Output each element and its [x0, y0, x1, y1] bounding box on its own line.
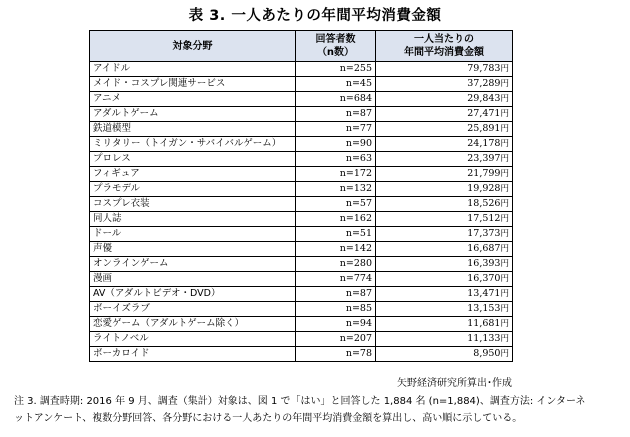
spend-value: 24,178: [467, 138, 501, 149]
table-row: [90, 242, 513, 257]
spend-value: 11,681: [467, 318, 501, 329]
category-cell: メイド・コスプレ関連サービス: [90, 77, 296, 92]
category-cell: ドール: [90, 227, 296, 242]
average-spend-cell: [376, 257, 513, 272]
category-cell: アニメ: [90, 92, 296, 107]
average-spend-cell: [376, 212, 513, 227]
spend-unit: 円: [500, 334, 509, 344]
spend-unit: 円: [500, 274, 509, 284]
category-cell: 漫画: [90, 272, 296, 287]
respondent-count-cell: n=280: [296, 257, 376, 272]
respondent-count-cell: n=90: [296, 137, 376, 152]
respondent-count-cell: n=684: [296, 92, 376, 107]
average-spend-cell: [376, 302, 513, 317]
spend-value: 79,783: [467, 63, 501, 74]
respondent-count-cell: n=255: [296, 62, 376, 77]
spend-unit: 円: [500, 319, 509, 329]
spend-value: 23,397: [467, 153, 501, 164]
table-row: [90, 107, 513, 122]
table-title: 表 3. 一人あたりの年間平均消費金額: [188, 8, 442, 24]
average-spend-cell: [376, 317, 513, 332]
category-cell: AV（アダルトビデオ・DVD）: [90, 287, 296, 302]
respondent-count-cell: n=87: [296, 107, 376, 122]
category-cell: 声優: [90, 242, 296, 257]
table-row: [90, 212, 513, 227]
spend-value: 13,153: [467, 303, 501, 314]
spend-value: 25,891: [467, 123, 501, 134]
spend-value: 37,289: [467, 78, 501, 89]
average-spend-cell: [376, 122, 513, 137]
category-cell: コスプレ衣装: [90, 197, 296, 212]
spend-value: 18,526: [467, 198, 501, 209]
respondent-count-cell: n=207: [296, 332, 376, 347]
spend-unit: 円: [500, 349, 509, 359]
average-spend-cell: [376, 182, 513, 197]
header-respondents-line2: （n数）: [316, 47, 355, 58]
respondent-count-cell: n=77: [296, 122, 376, 137]
table-row: [90, 257, 513, 272]
average-spend-cell: [376, 62, 513, 77]
average-spend-cell: [376, 287, 513, 302]
header-average-spend: [376, 31, 513, 62]
category-cell: アダルトゲーム: [90, 107, 296, 122]
category-cell: 同人誌: [90, 212, 296, 227]
respondent-count-cell: n=132: [296, 182, 376, 197]
header-respondents-line1: 回答者数: [315, 34, 356, 45]
table-row: [90, 92, 513, 107]
spend-unit: 円: [500, 184, 509, 194]
spend-value: 17,512: [467, 213, 501, 224]
category-cell: オンラインゲーム: [90, 257, 296, 272]
spend-value: 21,799: [467, 168, 501, 179]
category-cell: 鉄道模型: [90, 122, 296, 137]
spend-value: 8,950: [473, 348, 501, 359]
average-spend-cell: [376, 332, 513, 347]
average-spend-cell: [376, 77, 513, 92]
category-cell: プロレス: [90, 152, 296, 167]
spend-value: 27,471: [467, 108, 501, 119]
category-cell: ボーカロイド: [90, 347, 296, 362]
spend-value: 13,471: [467, 288, 501, 299]
spend-value: 11,133: [467, 333, 501, 344]
respondent-count-cell: n=94: [296, 317, 376, 332]
respondent-count-cell: n=774: [296, 272, 376, 287]
average-spend-cell: [376, 347, 513, 362]
category-cell: アイドル: [90, 62, 296, 77]
table-row: [90, 332, 513, 347]
respondent-count-cell: n=162: [296, 212, 376, 227]
spend-value: 19,928: [467, 183, 501, 194]
category-cell: プラモデル: [90, 182, 296, 197]
respondent-count-cell: n=51: [296, 227, 376, 242]
respondent-count-cell: n=142: [296, 242, 376, 257]
spending-table: [89, 30, 513, 362]
spend-unit: 円: [500, 289, 509, 299]
respondent-count-cell: n=57: [296, 197, 376, 212]
table-row: [90, 227, 513, 242]
spend-unit: 円: [500, 169, 509, 179]
table-header-row: [90, 31, 513, 62]
table-row: [90, 272, 513, 287]
respondent-count-cell: n=172: [296, 167, 376, 182]
category-cell: 恋愛ゲーム（アダルトゲーム除く）: [90, 317, 296, 332]
footnote-line-2: ットアンケート、複数分野回答、各分野における一人あたりの年間平均消費金額を算出し、高い順に示している。: [14, 413, 523, 424]
spend-unit: 円: [500, 79, 509, 89]
respondent-count-cell: n=78: [296, 347, 376, 362]
average-spend-cell: [376, 227, 513, 242]
spend-unit: 円: [500, 214, 509, 224]
average-spend-cell: [376, 272, 513, 287]
header-category: 対象分野: [90, 31, 296, 62]
spend-value: 16,687: [467, 243, 501, 254]
spend-unit: 円: [500, 94, 509, 104]
table-row: [90, 197, 513, 212]
table-row: [90, 347, 513, 362]
average-spend-cell: [376, 167, 513, 182]
spend-unit: 円: [500, 244, 509, 254]
table-row: [90, 152, 513, 167]
average-spend-cell: [376, 107, 513, 122]
table-row: [90, 167, 513, 182]
respondent-count-cell: n=45: [296, 77, 376, 92]
header-average-spend-line1: 一人当たりの: [414, 34, 474, 45]
respondent-count-cell: n=85: [296, 302, 376, 317]
table-row: [90, 122, 513, 137]
spend-unit: 円: [500, 199, 509, 209]
table-row: [90, 182, 513, 197]
category-cell: ライトノベル: [90, 332, 296, 347]
average-spend-cell: [376, 92, 513, 107]
header-respondents: [296, 31, 376, 62]
spend-unit: 円: [500, 124, 509, 134]
category-cell: ミリタリー（トイガン・サバイバルゲーム）: [90, 137, 296, 152]
spend-value: 16,370: [467, 273, 501, 284]
spend-unit: 円: [500, 304, 509, 314]
table-row: [90, 287, 513, 302]
category-cell: ボーイズラブ: [90, 302, 296, 317]
spend-unit: 円: [500, 109, 509, 119]
average-spend-cell: [376, 137, 513, 152]
table-row: [90, 62, 513, 77]
spend-unit: 円: [500, 64, 509, 74]
spend-unit: 円: [500, 139, 509, 149]
spend-value: 16,393: [467, 258, 501, 269]
spend-unit: 円: [500, 154, 509, 164]
category-cell: フィギュア: [90, 167, 296, 182]
respondent-count-cell: n=87: [296, 287, 376, 302]
footnote-line-1: 注 3. 調査時期: 2016 年 9 月、調査（集計）対象は、図 1 で「はい」と回答した 1,884 名 (n=1,884)、調査方法: インターネ: [14, 396, 586, 407]
average-spend-cell: [376, 242, 513, 257]
table-row: [90, 137, 513, 152]
table-row: [90, 317, 513, 332]
source-credit: 矢野経済研究所算出･作成: [397, 378, 512, 389]
header-average-spend-line2: 年間平均消費金額: [404, 47, 484, 58]
spend-value: 29,843: [467, 93, 501, 104]
spend-value: 17,373: [467, 228, 501, 239]
spend-unit: 円: [500, 259, 509, 269]
table-row: [90, 302, 513, 317]
footnote: [14, 393, 622, 427]
average-spend-cell: [376, 152, 513, 167]
table-row: [90, 77, 513, 92]
average-spend-cell: [376, 197, 513, 212]
respondent-count-cell: n=63: [296, 152, 376, 167]
spend-unit: 円: [500, 229, 509, 239]
